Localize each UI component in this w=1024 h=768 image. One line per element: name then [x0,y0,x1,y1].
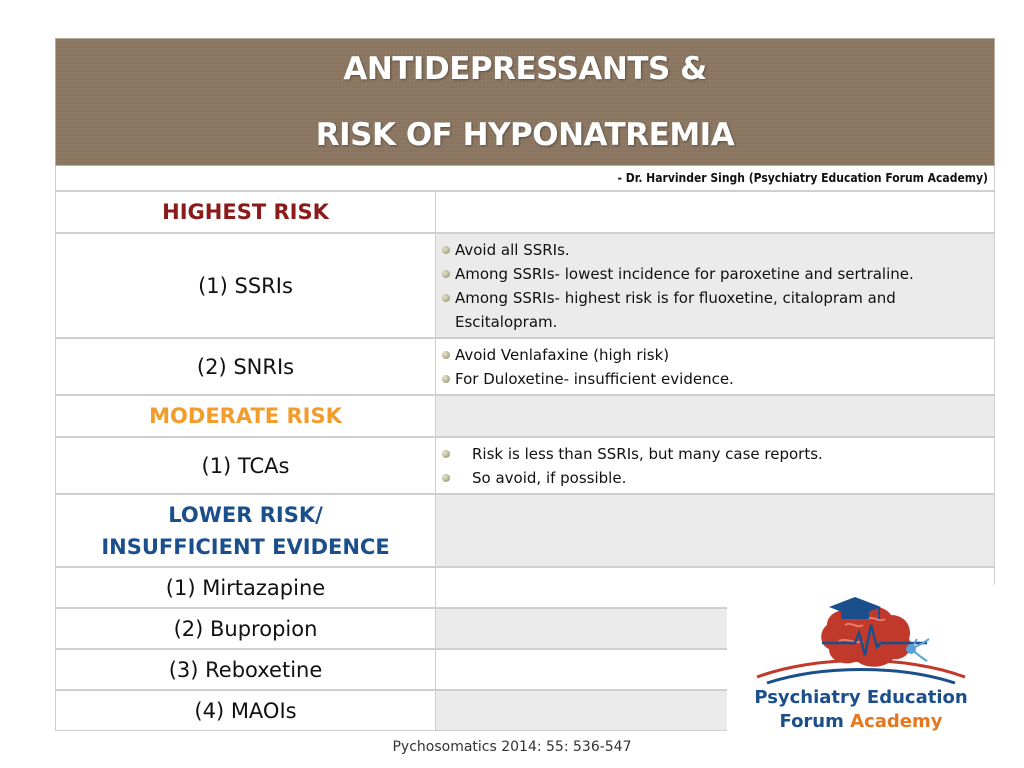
title-line-1: ANTIDEPRESSANTS & [343,51,707,87]
list-item [442,367,988,391]
list-item [442,466,988,490]
lower-risk-line-1: LOWER RISK/ [168,502,323,527]
snri-bullet-list [436,339,994,391]
bullet-icon [442,351,450,359]
cell-lower-risk-empty [435,494,995,567]
bullet-icon [442,375,450,383]
bullet-icon [442,294,450,302]
list-item [442,238,988,262]
row-snri [55,338,995,395]
brain-graduation-cap-icon [727,585,995,685]
row-moderate-risk [55,395,995,437]
row-ssri [55,233,995,338]
bullet-text: Avoid all SSRIs. [455,241,570,259]
lower-risk-line-2: INSUFFICIENT EVIDENCE [101,534,390,559]
highest-risk-heading: HIGHEST RISK [162,200,329,224]
cell-bupropion-label [55,608,436,649]
lower-risk-heading [101,499,389,563]
list-item [442,262,988,286]
list-item [442,286,988,334]
bullet-text: Among SSRIs- lowest incidence for paroxetine and sertraline. [455,265,914,283]
bupropion-label: (2) Bupropion [173,616,318,641]
tca-bullet-list [436,438,994,490]
mirtazapine-label: (1) Mirtazapine [165,575,326,600]
bullet-icon [442,450,450,458]
ssri-bullet-list [436,234,994,334]
list-item [442,442,988,466]
moderate-risk-heading: MODERATE RISK [149,404,342,428]
row-lower-risk [55,494,995,567]
cell-ssri-notes [435,233,995,338]
cell-snri-label [55,338,436,395]
cell-moderate-risk-label [55,395,436,437]
ssri-label: (1) SSRIs [198,273,293,298]
logo-word-academy: Academy [850,711,943,732]
maoi-label: (4) MAOIs [194,698,297,723]
citation: Pychosomatics 2014: 55: 536-547 [392,739,632,755]
bullet-text: For Duloxetine- insufficient evidence. [455,370,734,388]
cell-maoi-label [55,690,436,731]
bullet-text: Among SSRIs- highest risk is for fluoxetine, citalopram and Escitalopram. [455,289,896,331]
cell-lower-risk-label [55,494,436,567]
author-credit: - Dr. Harvinder Singh (Psychiatry Education Forum Academy) [617,171,988,185]
title-line-2: RISK OF HYPONATREMIA [315,117,735,153]
bullet-icon [442,474,450,482]
bullet-text: Avoid Venlafaxine (high risk) [455,346,670,364]
cell-reboxetine-label [55,649,436,690]
author-row [55,166,995,191]
cell-highest-risk-label [55,191,436,233]
bullet-icon [442,270,450,278]
snri-label: (2) SNRIs [196,354,295,379]
logo-name-line-1: Psychiatry Education [754,687,968,708]
academy-logo [727,585,995,750]
cell-tca-label [55,437,436,494]
cell-highest-risk-empty [435,191,995,233]
title-banner [55,38,995,166]
bullet-icon [442,246,450,254]
reboxetine-label: (3) Reboxetine [168,657,323,682]
row-highest-risk [55,191,995,233]
list-item [442,343,988,367]
cell-tca-notes [435,437,995,494]
tca-label: (1) TCAs [201,453,290,478]
cell-moderate-risk-empty [435,395,995,437]
cell-ssri-label [55,233,436,338]
cell-mirtazapine-label [55,567,436,608]
bullet-text: So avoid, if possible. [472,469,627,487]
logo-word-forum: Forum [779,711,851,732]
logo-name-line-2 [727,711,995,732]
cell-snri-notes [435,338,995,395]
bullet-text: Risk is less than SSRIs, but many case reports. [472,445,823,463]
row-tca [55,437,995,494]
